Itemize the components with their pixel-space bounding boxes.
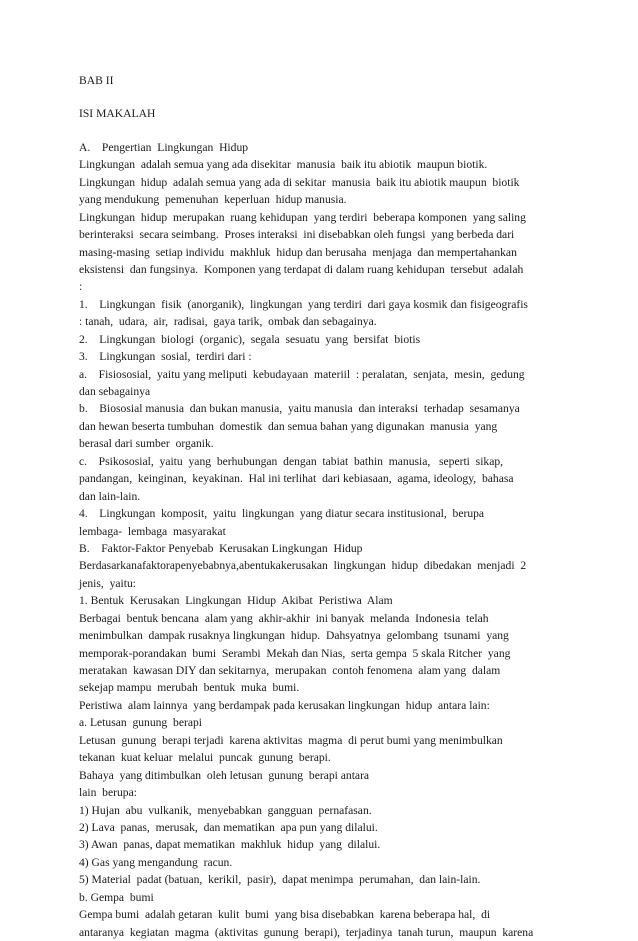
- text-line: tekanan kuat keluar melalui puncak gunung berapi.: [79, 751, 331, 765]
- text-line: 3. Lingkungan sosial, terdiri dari :: [79, 350, 252, 364]
- text-line: menimbulkan dampak rusaknya lingkungan hidup. Dahsyatnya gelombang tsunami yang: [79, 629, 509, 643]
- text-line: : tanah, udara, air, radisai, gaya tarik, ombak dan sebagainya.: [79, 315, 377, 329]
- text-line: memporak-porandakan bumi Serambi Mekah dan Nias, serta gempa 5 skala Ritcher yang: [79, 646, 511, 660]
- text-line: dan sebagainya: [79, 385, 151, 398]
- text-line: 1. Lingkungan fisik (anorganik), lingkungan yang terdiri dari gaya kosmik dan fisigeografis: [79, 297, 528, 311]
- spacer: [79, 89, 563, 105]
- text-line: berinteraksi secara seimbang. Proses interaksi ini disebabkan oleh fungsi yang berbeda dari: [79, 228, 515, 242]
- text-line: Lingkungan hidup adalah semua yang ada di sekitar manusia baik itu abiotik maupun biotik: [79, 175, 520, 189]
- text-line: 2) Lava panas, merusak, dan mematikan apa pun yang dilalui.: [79, 820, 378, 834]
- chapter-heading: BAB II: [79, 74, 114, 87]
- text-line: Peristiwa alam lainnya yang berdampak pada kerusakan lingkungan hidup antara lain:: [79, 698, 490, 712]
- text-line: Lingkungan adalah semua yang ada disekitar manusia baik itu abiotik maupun biotik.: [79, 158, 488, 172]
- text-line: masing-masing setiap individu makhluk hidup dan berusaha menjaga dan mempertahankan: [79, 245, 517, 259]
- text-line: lembaga- lembaga masyarakat: [79, 524, 226, 538]
- spacer: [79, 123, 563, 139]
- text-line: c. Psikososial, yaitu yang berhubungan dengan tabiat bathin manusia, seperti sikap,: [79, 454, 504, 468]
- text-line: 5) Material padat (batuan, kerikil, pasir), dapat menimpa perumahan, dan lain-lain.: [79, 873, 481, 887]
- text-line: b. Gempa bumi: [79, 890, 154, 904]
- text-line: meratakan kawasan DIY dan sekitarnya, merupakan contoh fenomena alam yang dalam: [79, 664, 501, 677]
- text-line: Bahaya yang ditimbulkan oleh letusan gunung berapi antara: [79, 768, 370, 782]
- text-line: a. Fisiososial, yaitu yang meliputi kebudayaan materiil : peralatan, senjata, mesin, gedung: [79, 367, 525, 381]
- document-body: [79, 72, 563, 941]
- text-line: 4) Gas yang mengandung racun.: [79, 855, 233, 869]
- text-line: sekejap mampu merubah bentuk muka bumi.: [79, 681, 300, 695]
- text-line: 1. Bentuk Kerusakan Lingkungan Hidup Akibat Peristiwa Alam: [79, 594, 393, 608]
- text-line: 2. Lingkungan biologi (organic), segala sesuatu yang bersifat biotis: [79, 332, 421, 346]
- text-line: dan hewan beserta tumbuhan domestik dan semua bahan yang digunakan manusia yang: [79, 419, 498, 433]
- text-line: Berdasarkanafaktorapenyebabnya,abentukakerusakan lingkungan hidup dibedakan menjadi 2: [79, 559, 527, 573]
- text-line: Berbagai bentuk bencana alam yang akhir-akhir ini banyak melanda Indonesia telah: [79, 611, 489, 625]
- text-line: b. Biososial manusia dan bukan manusia, yaitu manusia dan interaksi terhadap sesamanya: [79, 402, 520, 416]
- text-line: a. Letusan gunung berapi: [79, 716, 202, 730]
- text-line: 4. Lingkungan komposit, yaitu lingkungan yang diatur secara institusional, berupa: [79, 507, 485, 521]
- text-line: jenis, yaitu:: [79, 576, 136, 590]
- text-line: B. Faktor-Faktor Penyebab Kerusakan Lingkungan Hidup: [79, 541, 363, 555]
- text-line: pandangan, keinginan, keyakinan. Hal ini terlihat dari kebiasaan, agama, ideology, bahasa: [79, 472, 514, 486]
- text-line: A. Pengertian Lingkungan Hidup: [79, 140, 249, 154]
- text-line: yang mendukung pemenuhan keperluan hidup manusia.: [79, 193, 347, 207]
- text-line: eksistensi dan fungsinya. Komponen yang terdapat di dalam ruang kehidupan tersebut adalah: [79, 262, 524, 276]
- text-line: berasal dari sumber organik.: [79, 437, 214, 451]
- text-line: Lingkungan hidup merupakan ruang kehidupan yang terdiri beberapa komponen yang saling: [79, 210, 526, 224]
- text-line: Letusan gunung berapi terjadi karena aktivitas magma di perut bumi yang menimbulkan: [79, 733, 503, 747]
- text-line: :: [79, 280, 83, 294]
- text-line: Gempa bumi adalah getaran kulit bumi yang bisa disebabkan karena beberapa hal, di: [79, 908, 491, 922]
- text-line: 3) Awan panas, dapat mematikan makhluk hidup yang dilalui.: [79, 838, 381, 852]
- paragraph-lines: [79, 139, 563, 941]
- text-line: antaranya kegiatan magma (aktivitas gunung berapi), terjadinya tanah turun, maupun karena: [79, 925, 534, 939]
- text-line: dan lain-lain.: [79, 489, 141, 503]
- section-title: ISI MAKALAH: [79, 107, 156, 121]
- text-line: 1) Hujan abu vulkanik, menyebabkan gangguan pernafasan.: [79, 803, 372, 817]
- text-line: lain berupa:: [79, 786, 137, 800]
